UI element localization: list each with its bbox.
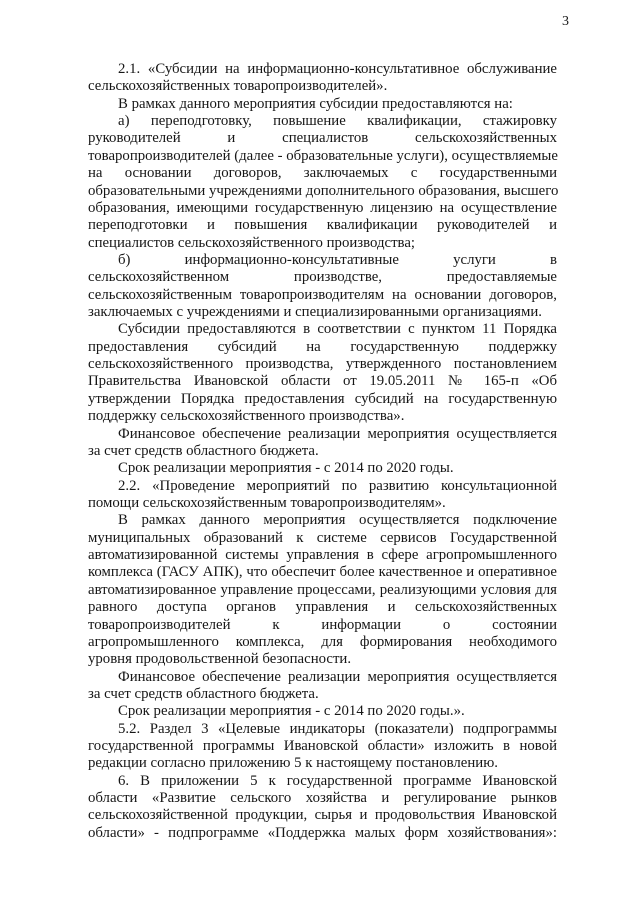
text-line: области «Развитие сельского хозяйства и регулирование рынков xyxy=(88,790,557,807)
text-line: за счет средств областного бюджета. xyxy=(88,685,319,702)
text-line: утверждении Порядка предоставления субсидий на государственную xyxy=(88,390,557,407)
text-line: поддержку сельскохозяйственного производства». xyxy=(88,408,405,425)
text-line: государственной программы Ивановской области» изложить в новой xyxy=(88,738,557,755)
text-line: сельскохозяйственной продукции, сырья и продовольствия Ивановской xyxy=(88,807,557,824)
text-line: 2.1. «Субсидии на информационно-консультативное обслуживание xyxy=(118,61,557,77)
text-line: Финансовое обеспечение реализации мероприятия осуществляется xyxy=(118,425,557,442)
text-line: б) информационно-консультативные услуги в xyxy=(118,251,557,268)
paragraph xyxy=(88,773,557,842)
document-body xyxy=(88,61,557,842)
text-line: сельскохозяйственном производстве, предоставляемые xyxy=(88,269,557,286)
text-line: товаропроизводителей (далее - образовательные услуги), осуществляемые xyxy=(88,147,558,164)
text-line: В рамках данного мероприятия субсидии предоставляются на: xyxy=(118,95,513,112)
text-line: специалистов сельскохозяйственного производства; xyxy=(88,234,416,251)
text-line: муниципальных образований к системе сервисов Государственной xyxy=(88,529,557,546)
text-line: редакции согласно приложению 5 к настоящему постановлению. xyxy=(88,755,498,772)
paragraph xyxy=(88,460,557,477)
paragraph xyxy=(88,426,557,461)
text-line: 2.2. «Проведение мероприятий по развитию консультационной xyxy=(118,477,557,494)
paragraph xyxy=(88,703,557,720)
text-line: области» - подпрограмме «Поддержка малых форм хозяйствования»: xyxy=(88,824,557,841)
text-line: образования, имеющими государственную лицензию на осуществление xyxy=(88,199,557,216)
text-line: уровня продовольственной безопасности. xyxy=(88,651,352,668)
text-line: Срок реализации мероприятия - с 2014 по 2020 годы.». xyxy=(118,703,465,720)
paragraph xyxy=(88,321,557,425)
text-line: 5.2. Раздел 3 «Целевые индикаторы (показатели) подпрограммы xyxy=(118,720,557,737)
paragraph xyxy=(88,96,557,113)
text-line: а) переподготовку, повышение квалификации, стажировку xyxy=(118,113,557,130)
text-line: Правительства Ивановской области от 19.05.2011 № 165-п «Об xyxy=(88,373,557,390)
text-line: сельскохозяйственного производства, утвержденного постановлением xyxy=(88,356,557,373)
text-line: Субсидии предоставляются в соответствии с пунктом 11 Порядка xyxy=(118,321,557,338)
text-line: переподготовки и повышения квалификации руководителей и xyxy=(88,217,557,234)
text-line: заключаемых с учреждениями и специализированными организациями. xyxy=(88,304,542,321)
text-line: сельскохозяйственных товаропроизводителей». xyxy=(88,78,388,95)
text-line: Срок реализации мероприятия - с 2014 по 2020 годы. xyxy=(118,460,454,477)
text-line: образовательными учреждениями дополнительного образования, высшего xyxy=(88,182,559,199)
paragraph xyxy=(88,669,557,704)
text-line: автоматизированной системы управления в сфере агропромышленного xyxy=(88,547,557,564)
paragraph xyxy=(88,252,557,321)
paragraph xyxy=(88,61,557,96)
text-line: Финансовое обеспечение реализации мероприятия осуществляется xyxy=(118,668,557,685)
text-line: В рамках данного мероприятия осуществляется подключение xyxy=(118,512,557,529)
text-line: за счет средств областного бюджета. xyxy=(88,442,319,459)
text-line: товаропроизводителей к информации о состоянии xyxy=(88,616,557,633)
text-line: помощи сельскохозяйственным товаропроизводителям». xyxy=(88,494,446,511)
page-number: 3 xyxy=(562,14,569,29)
text-line: предоставления субсидий на государственную поддержку xyxy=(88,338,557,355)
paragraph xyxy=(88,113,557,252)
text-line: автоматизированное управление процессами, реализующими условия для xyxy=(88,581,557,598)
paragraph xyxy=(88,478,557,513)
text-line: сельскохозяйственным товаропроизводителям на основании договоров, xyxy=(88,286,557,303)
text-line: равного доступа органов управления и сельскохозяйственных xyxy=(88,599,557,616)
paragraph xyxy=(88,721,557,773)
text-line: 6. В приложении 5 к государственной программе Ивановской xyxy=(118,772,557,789)
paragraph xyxy=(88,512,557,668)
text-line: на основании договоров, заключаемых с государственными xyxy=(88,165,557,182)
text-line: комплекса (ГАСУ АПК), что обеспечит более качественное и оперативное xyxy=(88,564,557,581)
text-line: агропромышленного комплекса, для формирования необходимого xyxy=(88,633,557,650)
text-line: руководителей и специалистов сельскохозяйственных xyxy=(88,130,557,147)
